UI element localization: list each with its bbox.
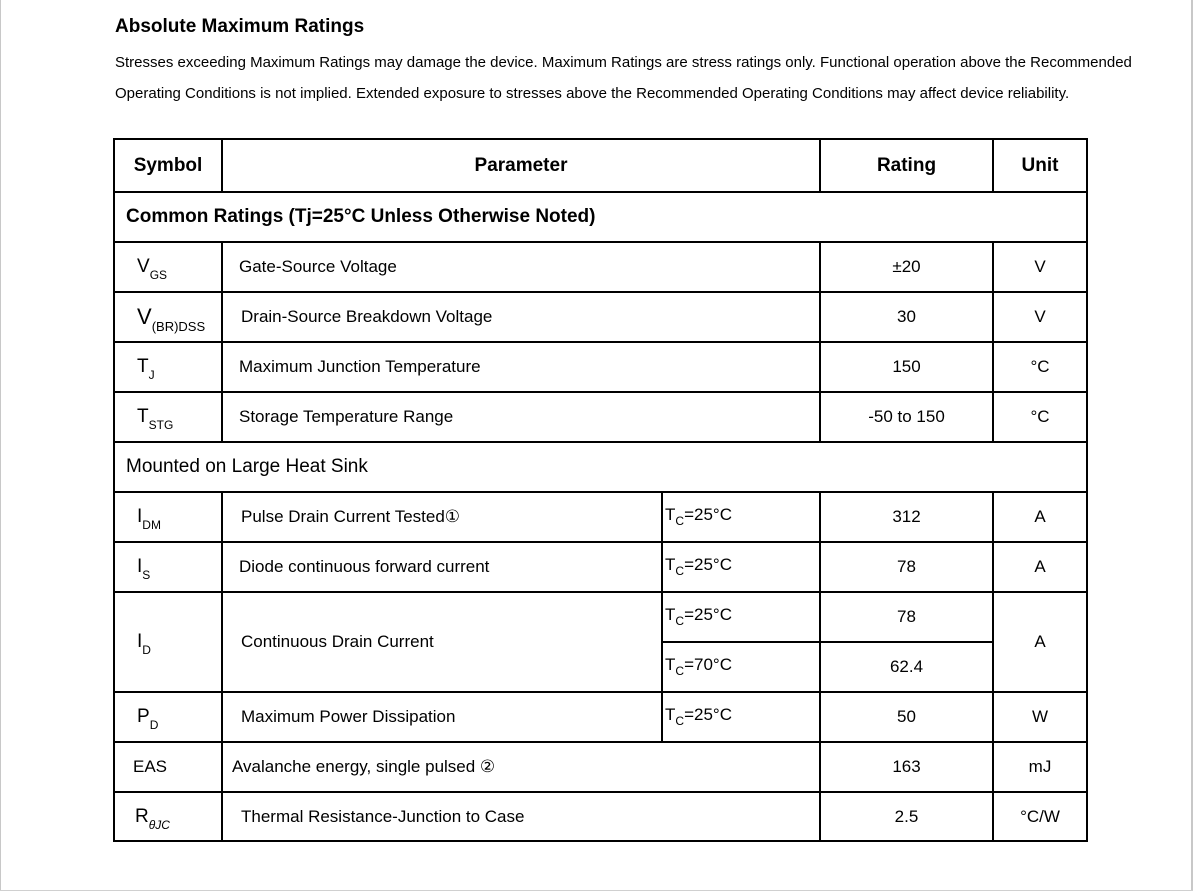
page-edge-left bbox=[0, 0, 1, 891]
rating-cell: 78 bbox=[821, 593, 994, 643]
symbol-cell: I $_{DM}$ bbox=[113, 493, 223, 543]
header-symbol: Symbol bbox=[113, 138, 223, 193]
parameter-cell: Avalanche energy, single pulsed ② bbox=[223, 743, 821, 793]
condition-cell: $T_C=25^\circ C$ bbox=[663, 543, 821, 593]
condition-cell: $T_C=25^\circ C$ bbox=[663, 593, 821, 643]
symbol-cell: T $_J$ bbox=[113, 343, 223, 393]
header-rating: Rating bbox=[821, 138, 994, 193]
condition-cell: $T_C=25^\circ C$ bbox=[663, 693, 821, 743]
parameter-cell: Thermal Resistance-Junction to Case bbox=[223, 793, 821, 842]
symbol-cell: V $_{GS}$ bbox=[113, 243, 223, 293]
condition-cell: $T_C=25^\circ C$ bbox=[663, 493, 821, 543]
rating-cell: 150 bbox=[821, 343, 994, 393]
symbol-cell: V $_{(BR)DSS}$ bbox=[113, 293, 223, 343]
rating-cell: 312 bbox=[821, 493, 994, 543]
header-parameter: Parameter bbox=[223, 138, 821, 193]
rating-cell: 62.4 bbox=[821, 643, 994, 693]
unit-cell: °C bbox=[994, 343, 1088, 393]
rating-cell: 163 bbox=[821, 743, 994, 793]
parameter-cell: Gate-Source Voltage bbox=[223, 243, 821, 293]
parameter-cell: Maximum Power Dissipation bbox=[223, 693, 663, 743]
unit-cell: °C bbox=[994, 393, 1088, 443]
symbol-cell: R $_{\theta JC}$ bbox=[113, 793, 223, 842]
parameter-cell: Continuous Drain Current bbox=[223, 593, 663, 693]
rating-cell: 50 bbox=[821, 693, 994, 743]
unit-cell: V bbox=[994, 243, 1088, 293]
rating-cell: 78 bbox=[821, 543, 994, 593]
rating-cell: -50 to 150 bbox=[821, 393, 994, 443]
parameter-cell: Storage Temperature Range bbox=[223, 393, 821, 443]
section-common-ratings: Common Ratings (Tj=25°C Unless Otherwise Noted) bbox=[113, 193, 1088, 243]
parameter-cell: Maximum Junction Temperature bbox=[223, 343, 821, 393]
ratings-table bbox=[113, 138, 1088, 842]
header-unit: Unit bbox=[994, 138, 1088, 193]
unit-cell: A bbox=[994, 493, 1088, 543]
unit-cell: mJ bbox=[994, 743, 1088, 793]
unit-cell: A bbox=[994, 543, 1088, 593]
unit-cell: W bbox=[994, 693, 1088, 743]
parameter-cell: Diode continuous forward current bbox=[223, 543, 663, 593]
symbol-cell: I $_D$ bbox=[113, 593, 223, 693]
unit-cell: V bbox=[994, 293, 1088, 343]
symbol-cell: I $_S$ bbox=[113, 543, 223, 593]
symbol-cell: T $_{STG}$ bbox=[113, 393, 223, 443]
condition-cell: $T_C=70^\circ C$ bbox=[663, 643, 821, 693]
symbol-cell: P $_D$ bbox=[113, 693, 223, 743]
rating-cell: ±20 bbox=[821, 243, 994, 293]
rating-cell: 2.5 bbox=[821, 793, 994, 842]
parameter-cell: Drain-Source Breakdown Voltage bbox=[223, 293, 821, 343]
rating-cell: 30 bbox=[821, 293, 994, 343]
unit-cell: A bbox=[994, 593, 1088, 693]
intro-paragraph: Stresses exceeding Maximum Ratings may damage the device. Maximum Ratings are stress ratings only. Functional operation above the Recommended Operating Conditions is not implied. Extended exposure to stresses above the Recommended Operating Conditions may affect device reliability. bbox=[115, 54, 1132, 102]
symbol-cell: EAS bbox=[113, 743, 223, 793]
section-heat-sink: Mounted on Large Heat Sink bbox=[113, 443, 1088, 493]
unit-cell: °C/W bbox=[994, 793, 1088, 842]
parameter-cell: Pulse Drain Current Tested① bbox=[223, 493, 663, 543]
section-title: Absolute Maximum Ratings bbox=[115, 16, 365, 37]
